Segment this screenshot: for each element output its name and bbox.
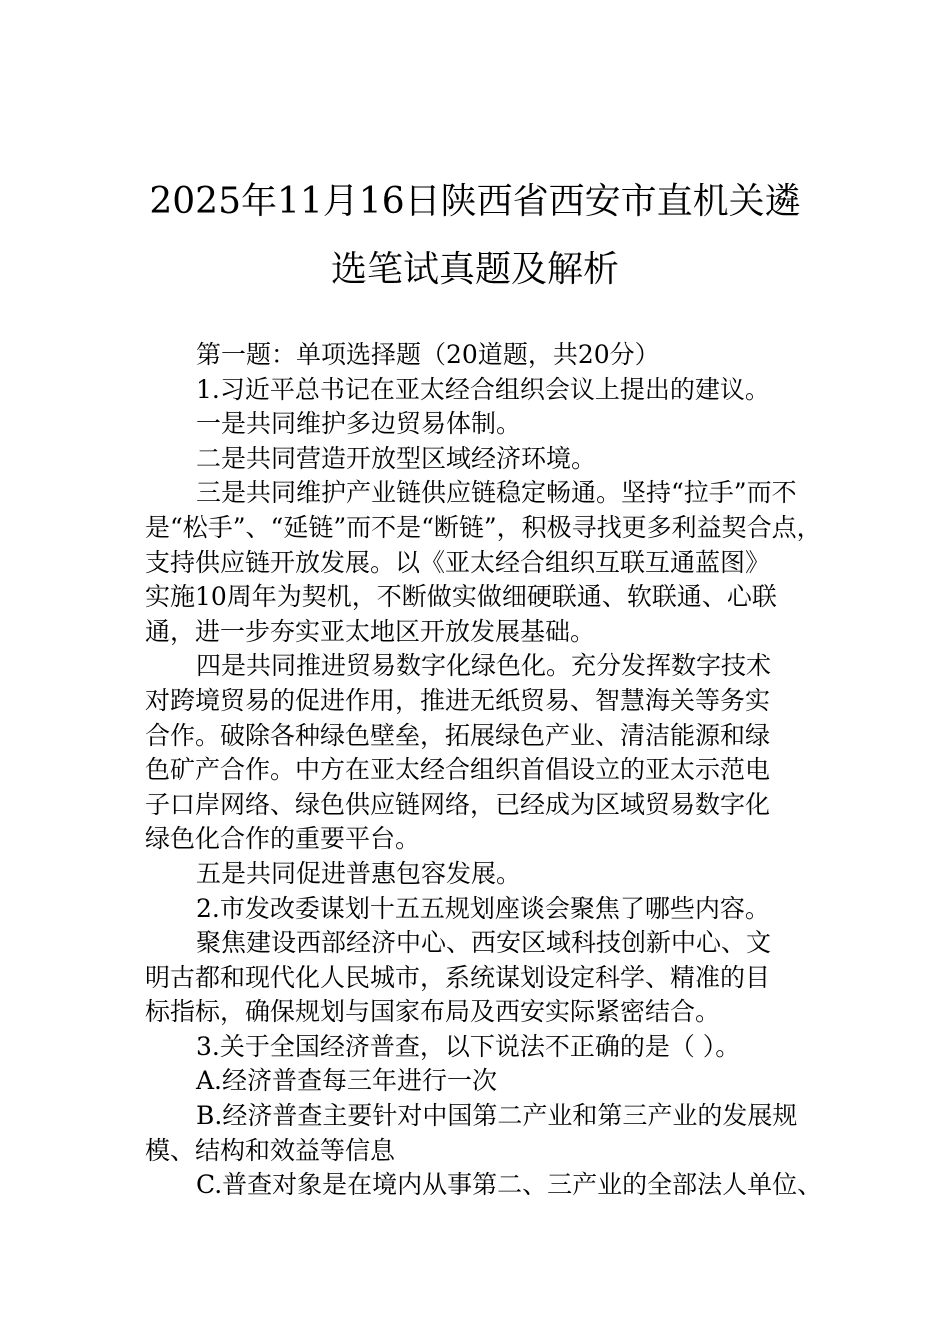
paragraph-line: 聚焦建设西部经济中心、西安区域科技创新中心、文 bbox=[196, 928, 772, 958]
option-b-continued: 模、结构和效益等信息 bbox=[145, 1135, 396, 1165]
question-2: 2.市发改委谋划十五五规划座谈会聚焦了哪些内容。 bbox=[196, 893, 770, 923]
option-a: A.经济普查每三年进行一次 bbox=[196, 1066, 498, 1096]
paragraph-line: 三是共同维护产业链供应链稳定畅通。坚持“拉手”而不 bbox=[196, 478, 797, 508]
paragraph-line: 一是共同维护多边贸易体制。 bbox=[196, 409, 522, 439]
document-title-line-1: 2025年11月16日陕西省西安市直机关遴 bbox=[149, 181, 801, 222]
option-b: B.经济普查主要针对中国第二产业和第三产业的发展规 bbox=[196, 1101, 798, 1131]
paragraph-line: 是“松手”、“延链”而不是“断链”，积极寻找更多利益契合点， bbox=[145, 512, 822, 542]
paragraph-line: 五是共同促进普惠包容发展。 bbox=[196, 858, 522, 888]
paragraph-line: 支持供应链开放发展。以《亚太经合组织互联互通蓝图》 bbox=[145, 547, 771, 577]
document-title-line-2: 选笔试真题及解析 bbox=[330, 249, 619, 290]
paragraph-line: 合作。破除各种绿色壁垒，拓展绿色产业、清洁能源和绿 bbox=[145, 720, 771, 750]
option-c: C.普查对象是在境内从事第二、三产业的全部法人单位、 bbox=[196, 1170, 823, 1200]
question-1: 1.习近平总书记在亚太经合组织会议上提出的建议。 bbox=[196, 374, 770, 404]
paragraph-line: 明古都和现代化人民城市，系统谋划设定科学、精准的目 bbox=[145, 962, 771, 992]
section-heading: 第一题：单项选择题（20道题，共20分） bbox=[196, 340, 660, 369]
paragraph-line: 标指标，确保规划与国家布局及西安实际紧密结合。 bbox=[145, 997, 721, 1027]
question-3: 3.关于全国经济普查，以下说法不正确的是（ ）。 bbox=[196, 1031, 741, 1061]
paragraph-line: 绿色化合作的重要平台。 bbox=[145, 824, 421, 854]
paragraph-line: 四是共同推进贸易数字化绿色化。充分发挥数字技术 bbox=[196, 651, 772, 681]
document-body bbox=[145, 338, 825, 1203]
paragraph-line: 子口岸网络、绿色供应链网络，已经成为区域贸易数字化 bbox=[145, 789, 771, 819]
paragraph-line: 二是共同营造开放型区域经济环境。 bbox=[196, 443, 597, 473]
paragraph-line: 通，进一步夯实亚太地区开放发展基础。 bbox=[145, 616, 596, 646]
paragraph-line: 实施10周年为契机，不断做实做细硬联通、软联通、心联 bbox=[145, 582, 777, 612]
paragraph-line: 色矿产合作。中方在亚太经合组织首倡设立的亚太示范电 bbox=[145, 755, 771, 785]
paragraph-line: 对跨境贸易的促进作用，推进无纸贸易、智慧海关等务实 bbox=[145, 685, 771, 715]
